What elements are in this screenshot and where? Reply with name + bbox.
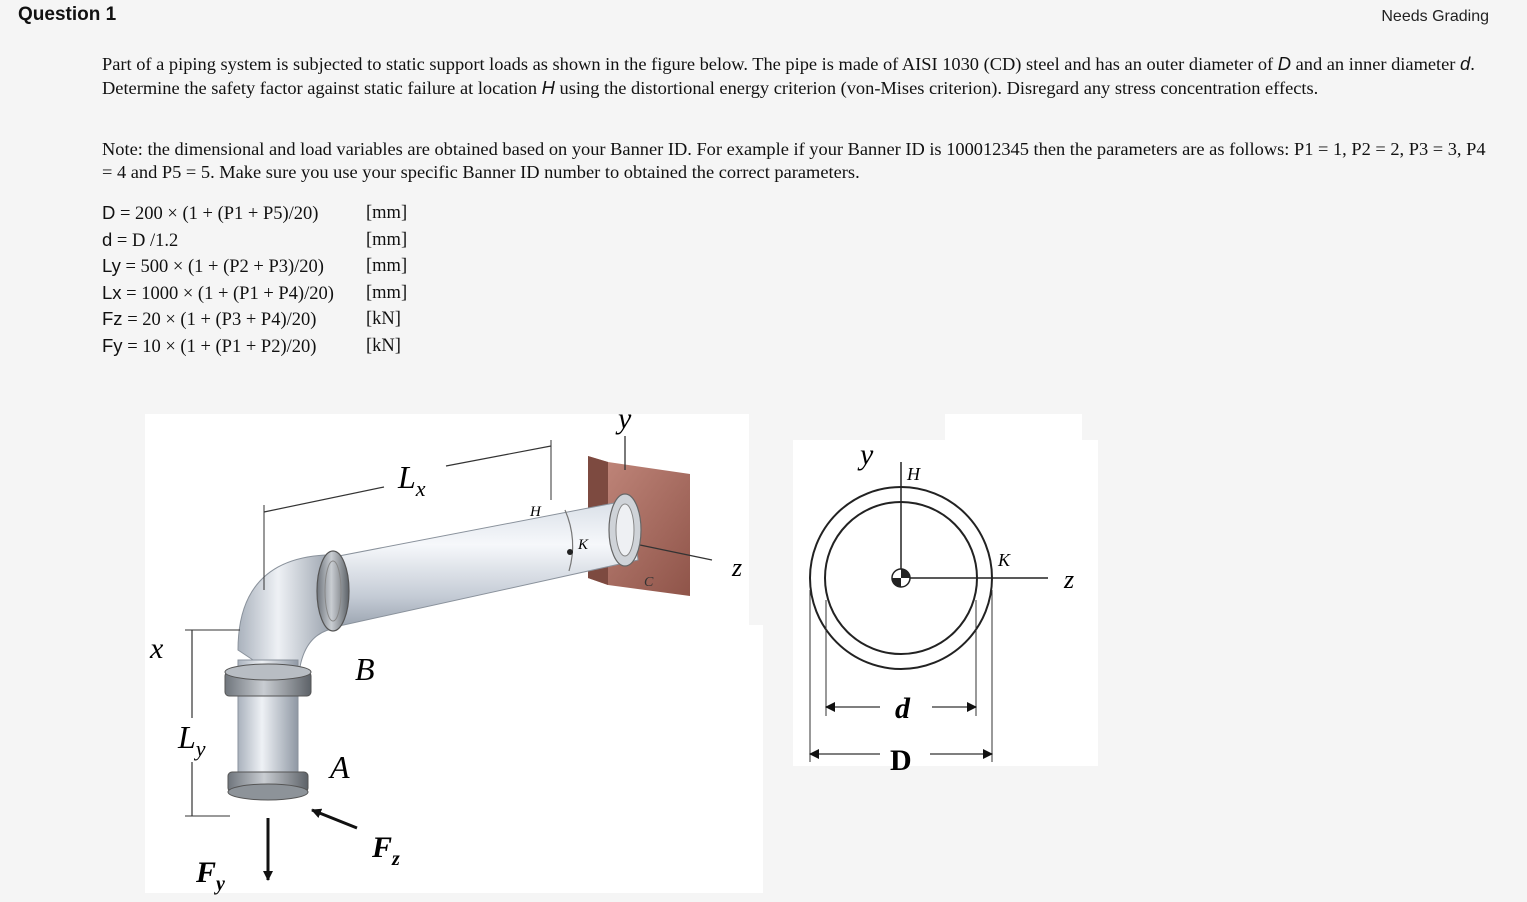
section-H-label: H [907,464,920,484]
flange-A-bottom [228,784,308,800]
y-axis-label: y [618,402,632,435]
elbow-flange [317,551,349,631]
formula-Fz: Fz = 20 × (1 + (P3 + P4)/20) [kN] [102,308,401,330]
point-A-label: A [330,749,350,785]
point-C-label: C [644,575,654,590]
d-label: d [895,692,910,725]
formula-d: d = D /1.2 [mm] [102,228,408,251]
force-Fz-label: $F_z$ [372,831,400,870]
D-label: D [890,744,912,777]
question-title: Question 1 [18,4,117,25]
lx-label: $L_x$ [398,459,426,501]
force-Fy-label: $F_y$ [196,856,225,895]
z-axis-label: z [732,553,743,582]
problem-statement: Part of a piping system is subjected to static support loads as shown in the figure below. The pipe is made of AISI 1030 (CD) steel and has an outer diameter of D and an inner diameter d. Determine the safety factor against static failure at location H using the distortional energy criterion (von-Mises criterion). Disregard any stress concentration effects. [102,53,1475,98]
formula-Fy: Fy = 10 × (1 + (P1 + P2)/20) [kN] [102,334,401,357]
banner-id-note: Note: the dimensional and load variables are obtained based on your Banner ID. For example if your Banner ID is 100012345 then the parameters are as follows: P1 = 1, P2 = 2, P3 = 3, P4 = 4 and P5 = 5. Make sure you use your specific Banner ID number to obtained the correct parameters. [102,139,1486,182]
point-H-label: H [530,504,541,520]
right-figure-panel-top [945,414,1082,442]
grading-status: Needs Grading [1381,8,1489,25]
section-z-label: z [1064,565,1075,594]
section-K-label: K [998,550,1011,570]
wall-flange-inner [616,504,634,556]
point-K-label: K [578,537,589,553]
point-B-label: B [355,651,375,687]
x-axis-label: x [150,632,164,665]
point-K-marker [567,549,573,555]
right-figure-panel [793,440,1098,766]
formula-Ly: Ly = 500 × (1 + (P2 + P3)/20) [mm] [102,255,408,277]
section-y-label: y [860,438,874,471]
formula-Lx: Lx = 1000 × (1 + (P1 + P4)/20) [mm] [102,281,408,304]
formula-D: D = 200 × (1 + (P1 + P5)/20) [mm] [102,202,408,224]
ly-label: $L_y$ [178,719,206,761]
flange-B-top [225,664,311,680]
